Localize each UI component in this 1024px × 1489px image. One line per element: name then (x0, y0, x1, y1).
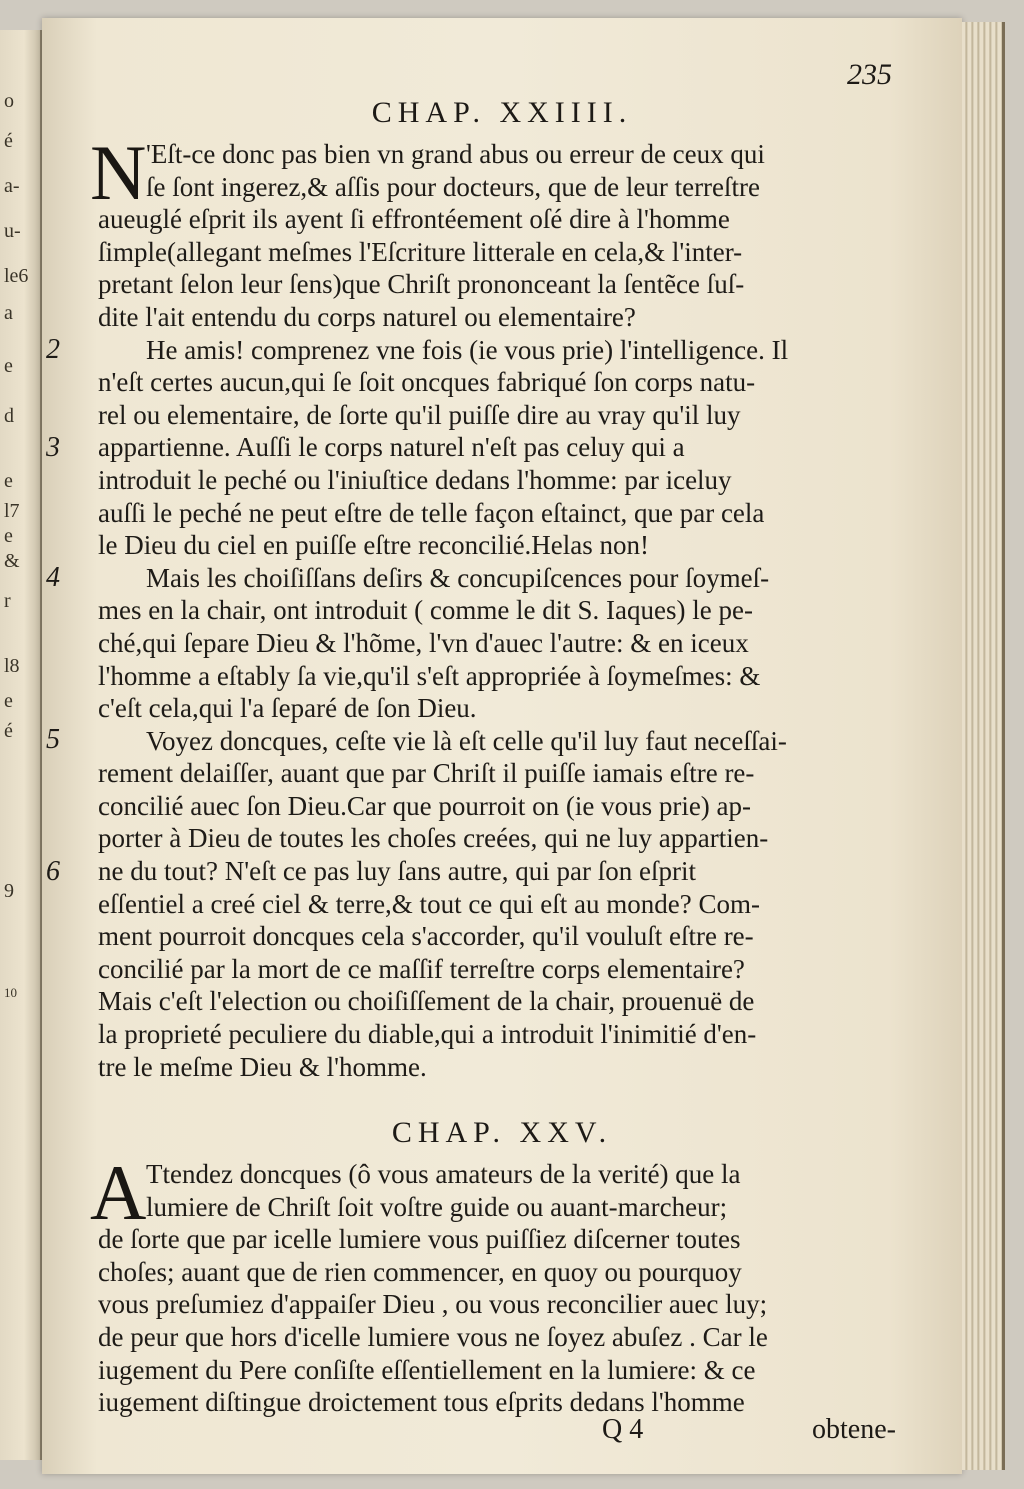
left-fragment: e (4, 355, 13, 377)
text-line: choſes; auant que de rien commencer, en quoy ou pourquoy (98, 1256, 742, 1287)
left-fragment: a- (4, 175, 20, 197)
text-line: rel ou elementaire, de ſorte qu'il puiſſe dire au vray qu'il luy (98, 399, 741, 430)
adjacent-page-edge (0, 30, 42, 1460)
left-fragment: d (4, 405, 14, 427)
text-line: c'eſt cela,qui l'a ſeparé de ſon Dieu. (98, 693, 477, 724)
chapter-25-text (90, 1149, 928, 1419)
left-fragment: r (4, 590, 11, 612)
text-line: de ſorte que par icelle lumiere vous puiſſiez diſcerner toutes (98, 1224, 741, 1255)
text-line: concilié par la mort de ce maſſif terreſtre corps elementaire? (98, 953, 745, 984)
left-fragment: é (4, 720, 13, 742)
chapter-title-24: CHAP. XXIIII. (371, 96, 633, 129)
text-line: ſimple(allegant meſmes l'Eſcriture litterale en cela,& l'inter- (98, 236, 743, 267)
verse-number: 3 (46, 432, 60, 463)
text-line: Ttendez doncques (ô vous amateurs de la verité) que la (146, 1159, 741, 1189)
left-fragment: e (4, 525, 13, 547)
text-line: la proprieté peculiere du diable,qui a introduit l'inimitié d'en- (98, 1019, 757, 1050)
signature-mark: Q 4 (602, 1414, 644, 1445)
text-line: auſſi le peché ne peut eſtre de telle façon eſtainct, que par cela (98, 497, 765, 528)
text-line: mes en la chair, ont introduit ( comme le dit S. Iaques) le pe- (98, 595, 753, 626)
text-line: tre le meſme Dieu & l'homme. (98, 1051, 427, 1082)
text-line: introduit le peché ou l'iniuſtice dedans l'homme: par iceluy (98, 464, 732, 495)
book-page (42, 18, 962, 1474)
text-line: lumiere de Chriſt ſoit voſtre guide ou auant-marcheur; (146, 1191, 728, 1222)
text-line: n'eſt certes aucun,qui ſe ſoit oncques fabriqué ſon corps natu- (98, 367, 756, 398)
text-line: ché,qui ſepare Dieu & l'hõme, l'vn d'auec l'autre: & en iceux (98, 627, 749, 658)
text-line: Voyez doncques, ceſte vie là eſt celle qu'il luy faut neceſſai- (146, 725, 787, 756)
left-fragment: l8 (4, 655, 20, 677)
chapter-title-25: CHAP. XXV. (391, 1116, 613, 1149)
text-line: aueuglé eſprit ils ayent ſi effrontéement oſé dire à l'homme (98, 204, 730, 235)
text-line: ment pourroit doncques cela s'accorder, qu'il vouluſt eſtre re- (98, 921, 754, 952)
text-line: He amis! comprenez vne fois (ie vous prie) l'intelligence. Il (146, 334, 789, 365)
text-line: concilié auec ſon Dieu.Car que pourroit on (ie vous prie) ap- (98, 790, 752, 821)
left-fragment: é (4, 130, 13, 152)
verse-number: 2 (46, 334, 60, 365)
page-number: 235 (847, 58, 892, 91)
left-fragment: l7 (4, 500, 20, 522)
drop-cap: N (90, 129, 147, 216)
chapter-24-text (90, 129, 928, 1083)
text-line: porter à Dieu de toutes les choſes creées, qui ne luy appartien- (98, 823, 769, 854)
text-line: appartienne. Auſſi le corps naturel n'eſt pas celuy qui a (98, 432, 685, 463)
text-line: rement delaiſſer, auant que par Chriſt il puiſſe iamais eſtre re- (98, 758, 755, 789)
text-line: Mais les choiſiſſans deſirs & concupiſcences pour ſoymeſ- (146, 562, 770, 593)
verse-number: 5 (46, 724, 60, 755)
text-line: l'homme a eſtably ſa vie,qu'il s'eſt appropriée à ſoymeſmes: & (98, 660, 761, 691)
text-line: le Dieu du ciel en puiſſe eſtre reconcilié.Helas non! (98, 530, 650, 561)
drop-cap: A (90, 1149, 147, 1236)
text-line: dite l'ait entendu du corps naturel ou elementaire? (98, 301, 636, 332)
verse-number: 4 (46, 562, 60, 593)
text-line: ſe ſont ingerez,& aſſis pour docteurs, que de leur terreſtre (146, 171, 761, 202)
left-fragment: u- (4, 220, 21, 242)
text-line: de peur que hors d'icelle lumiere vous ne ſoyez abuſez . Car le (98, 1321, 768, 1352)
text-line: Mais c'eſt l'election ou choiſiſſement de la chair, prouenuë de (98, 986, 755, 1017)
left-fragment: e (4, 690, 13, 712)
text-line: 'Eſt-ce donc pas bien vn grand abus ou erreur de ceux qui (146, 139, 765, 169)
page-stack-edge (962, 22, 1005, 1470)
left-fragment: & (4, 550, 20, 572)
text-line: pretant ſelon leur ſens)que Chriſt prononceant la ſentẽce ſuſ- (98, 269, 745, 300)
left-fragment: a (4, 302, 13, 324)
catchword: obtene- (812, 1414, 896, 1445)
text-line: iugement diſtingue droictement tous eſprits dedans l'homme (98, 1387, 745, 1418)
left-fragment: e (4, 470, 13, 492)
left-fragment: 9 (4, 880, 14, 902)
text-line: ne du tout? N'eſt ce pas luy ſans autre, qui par ſon eſprit (98, 856, 696, 887)
left-fragment: le6 (4, 265, 29, 287)
text-line: vous preſumiez d'appaiſer Dieu , ou vous reconcilier auec luy; (98, 1289, 768, 1320)
left-fragment: 10 (4, 985, 17, 1000)
left-fragment: o (4, 90, 14, 112)
text-line: eſſentiel a creé ciel & terre,& tout ce qui eſt au monde? Com- (98, 888, 760, 919)
verse-number: 6 (46, 856, 60, 887)
text-line: iugement du Pere conſiſte eſſentiellement en la lumiere: & ce (98, 1354, 756, 1385)
